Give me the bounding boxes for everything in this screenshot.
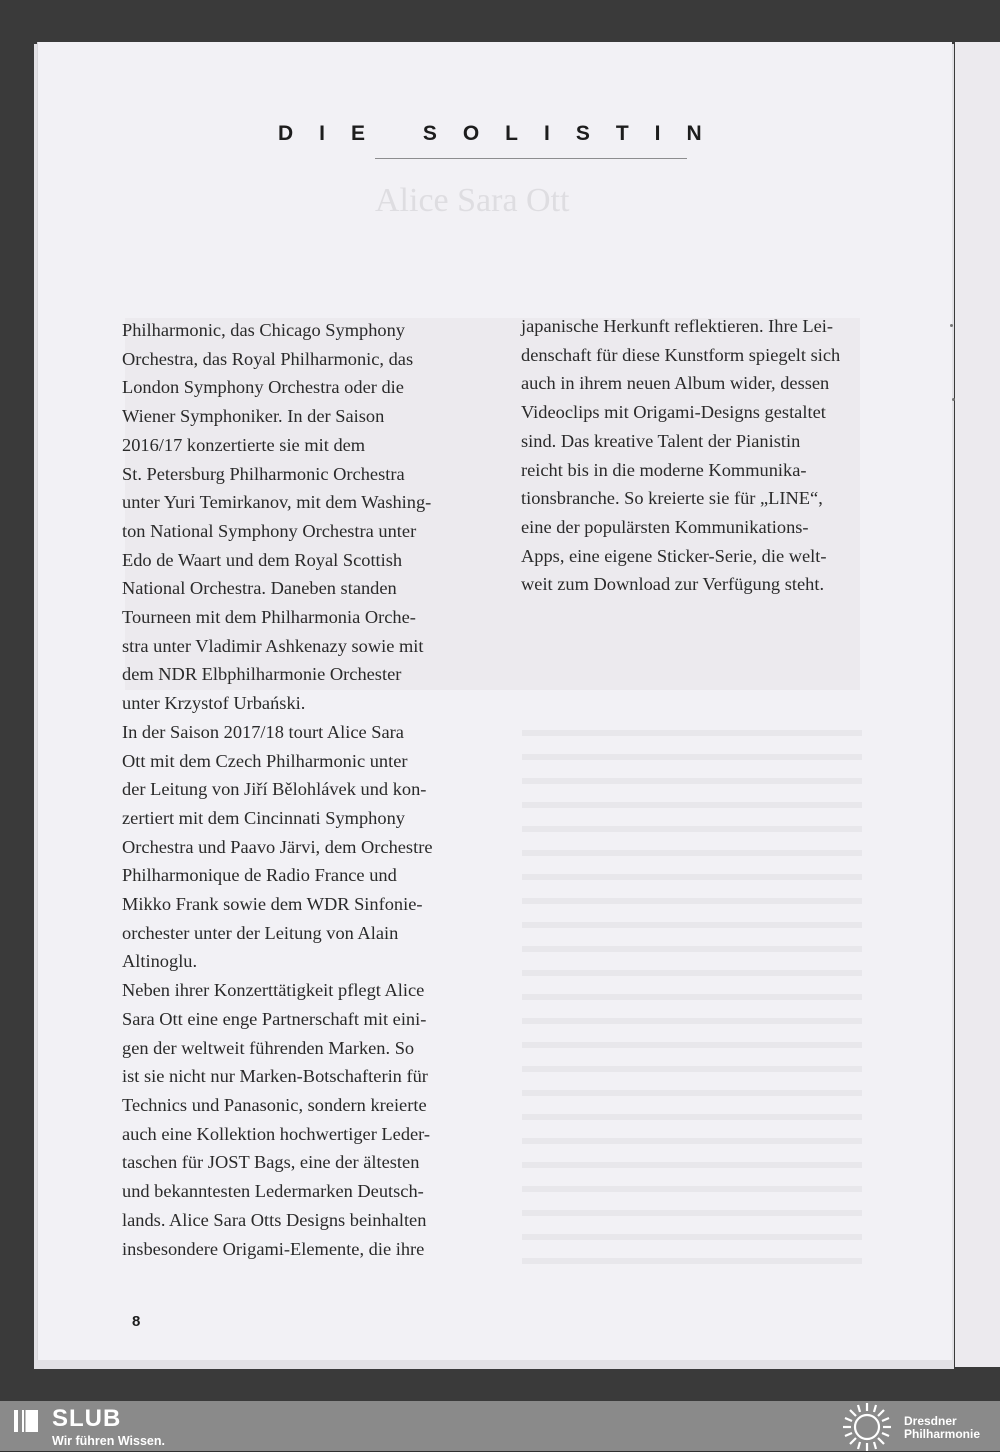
- text-line: der Leitung von Jiří Bělohlávek und kon-: [122, 779, 427, 800]
- text-line: dem NDR Elbphilharmonie Orchester: [122, 664, 402, 685]
- text-line: reicht bis in die moderne Kommunika-: [521, 459, 807, 480]
- footer-bar: [0, 1401, 1000, 1451]
- show-through-text: [522, 712, 862, 1272]
- text-line: Philharmonic, das Chicago Symphony: [122, 320, 405, 340]
- text-line: stra unter Vladimir Ashkenazy sowie mit: [122, 635, 424, 656]
- text-line: 2016/17 konzertierte sie mit dem: [122, 434, 366, 455]
- margin-mark: [952, 398, 955, 401]
- text-line: Technics und Panasonic, sondern kreierte: [122, 1094, 427, 1115]
- text-line: und bekanntesten Ledermarken Deutsch-: [122, 1181, 424, 1202]
- facing-page-edge: [955, 42, 1000, 1367]
- text-line: auch in ihrem neuen Album wider, dessen: [521, 373, 830, 394]
- right-column: [521, 312, 866, 599]
- text-line: taschen für JOST Bags, eine der ältesten: [122, 1152, 420, 1173]
- text-line: Videoclips mit Origami-Designs gestaltet: [521, 402, 826, 423]
- margin-mark: [950, 324, 953, 327]
- partner-line-2: Philharmonie: [904, 1426, 981, 1441]
- text-line: gen der weltweit führenden Marken. So: [122, 1037, 415, 1058]
- text-line: Altinoglu.: [122, 951, 198, 972]
- text-line: Tourneen mit dem Philharmonia Orche-: [122, 607, 416, 628]
- text-line: japanische Herkunft reflektieren. Ihre Lei-: [521, 316, 833, 336]
- page-number: 8: [132, 1313, 141, 1330]
- text-line: Philharmonique de Radio France und: [122, 865, 397, 886]
- text-line: unter Krzystof Urbański.: [122, 693, 306, 714]
- text-line: Orchestra und Paavo Järvi, dem Orchestre: [122, 836, 433, 857]
- slub-book-icon: [12, 1407, 40, 1435]
- text-line: In der Saison 2017/18 tourt Alice Sara: [122, 721, 404, 742]
- text-line: tionsbranche. So kreierte sie für „LINE“,: [521, 488, 823, 509]
- dresdner-philharmonie-logo: [840, 1402, 894, 1452]
- text-line: National Orchestra. Daneben standen: [122, 578, 397, 599]
- slub-name[interactable]: SLUB: [52, 1405, 122, 1432]
- slub-tagline: Wir führen Wissen.: [52, 1434, 165, 1448]
- text-line: denschaft für diese Kunstform spiegelt sich: [521, 344, 841, 365]
- text-line: ton National Symphony Orchestra unter: [122, 520, 417, 541]
- partner-name[interactable]: [904, 1415, 980, 1440]
- partner-line-1: Dresdner: [904, 1414, 957, 1428]
- text-line: Mikko Frank sowie dem WDR Sinfonie-: [122, 894, 423, 915]
- text-line: Wiener Symphoniker. In der Saison: [122, 406, 385, 427]
- text-line: Apps, eine eigene Sticker-Serie, die welt-: [521, 545, 827, 566]
- heading-rule: [375, 158, 687, 159]
- left-column: [122, 316, 472, 1263]
- text-line: Neben ihrer Konzerttätigkeit pflegt Alice: [122, 980, 425, 1001]
- show-through-title: Alice Sara Ott: [375, 182, 570, 219]
- text-line: insbesondere Origami-Elemente, die ihre: [122, 1238, 425, 1259]
- text-line: Ott mit dem Czech Philharmonic unter: [122, 750, 408, 771]
- text-line: Edo de Waart und dem Royal Scottish: [122, 549, 403, 570]
- text-line: ist sie nicht nur Marken-Botschafterin für: [122, 1066, 428, 1087]
- text-line: London Symphony Orchestra oder die: [122, 377, 404, 398]
- text-line: orchester unter der Leitung von Alain: [122, 922, 399, 943]
- text-line: Sara Ott eine enge Partnerschaft mit eini-: [122, 1008, 427, 1029]
- text-line: St. Petersburg Philharmonic Orchestra: [122, 463, 405, 484]
- text-line: sind. Das kreative Talent der Pianistin: [521, 430, 801, 451]
- text-line: zertiert mit dem Cincinnati Symphony: [122, 807, 405, 828]
- text-line: eine der populärsten Kommunikations-: [521, 516, 809, 537]
- text-line: Orchestra, das Royal Philharmonic, das: [122, 348, 414, 369]
- text-line: weit zum Download zur Verfügung steht.: [521, 574, 825, 595]
- text-line: auch eine Kollektion hochwertiger Leder-: [122, 1123, 431, 1144]
- section-heading: DIE SOLISTIN: [278, 122, 728, 145]
- text-line: unter Yuri Temirkanov, mit dem Washing-: [122, 492, 432, 513]
- text-line: lands. Alice Sara Otts Designs beinhalten: [122, 1209, 427, 1230]
